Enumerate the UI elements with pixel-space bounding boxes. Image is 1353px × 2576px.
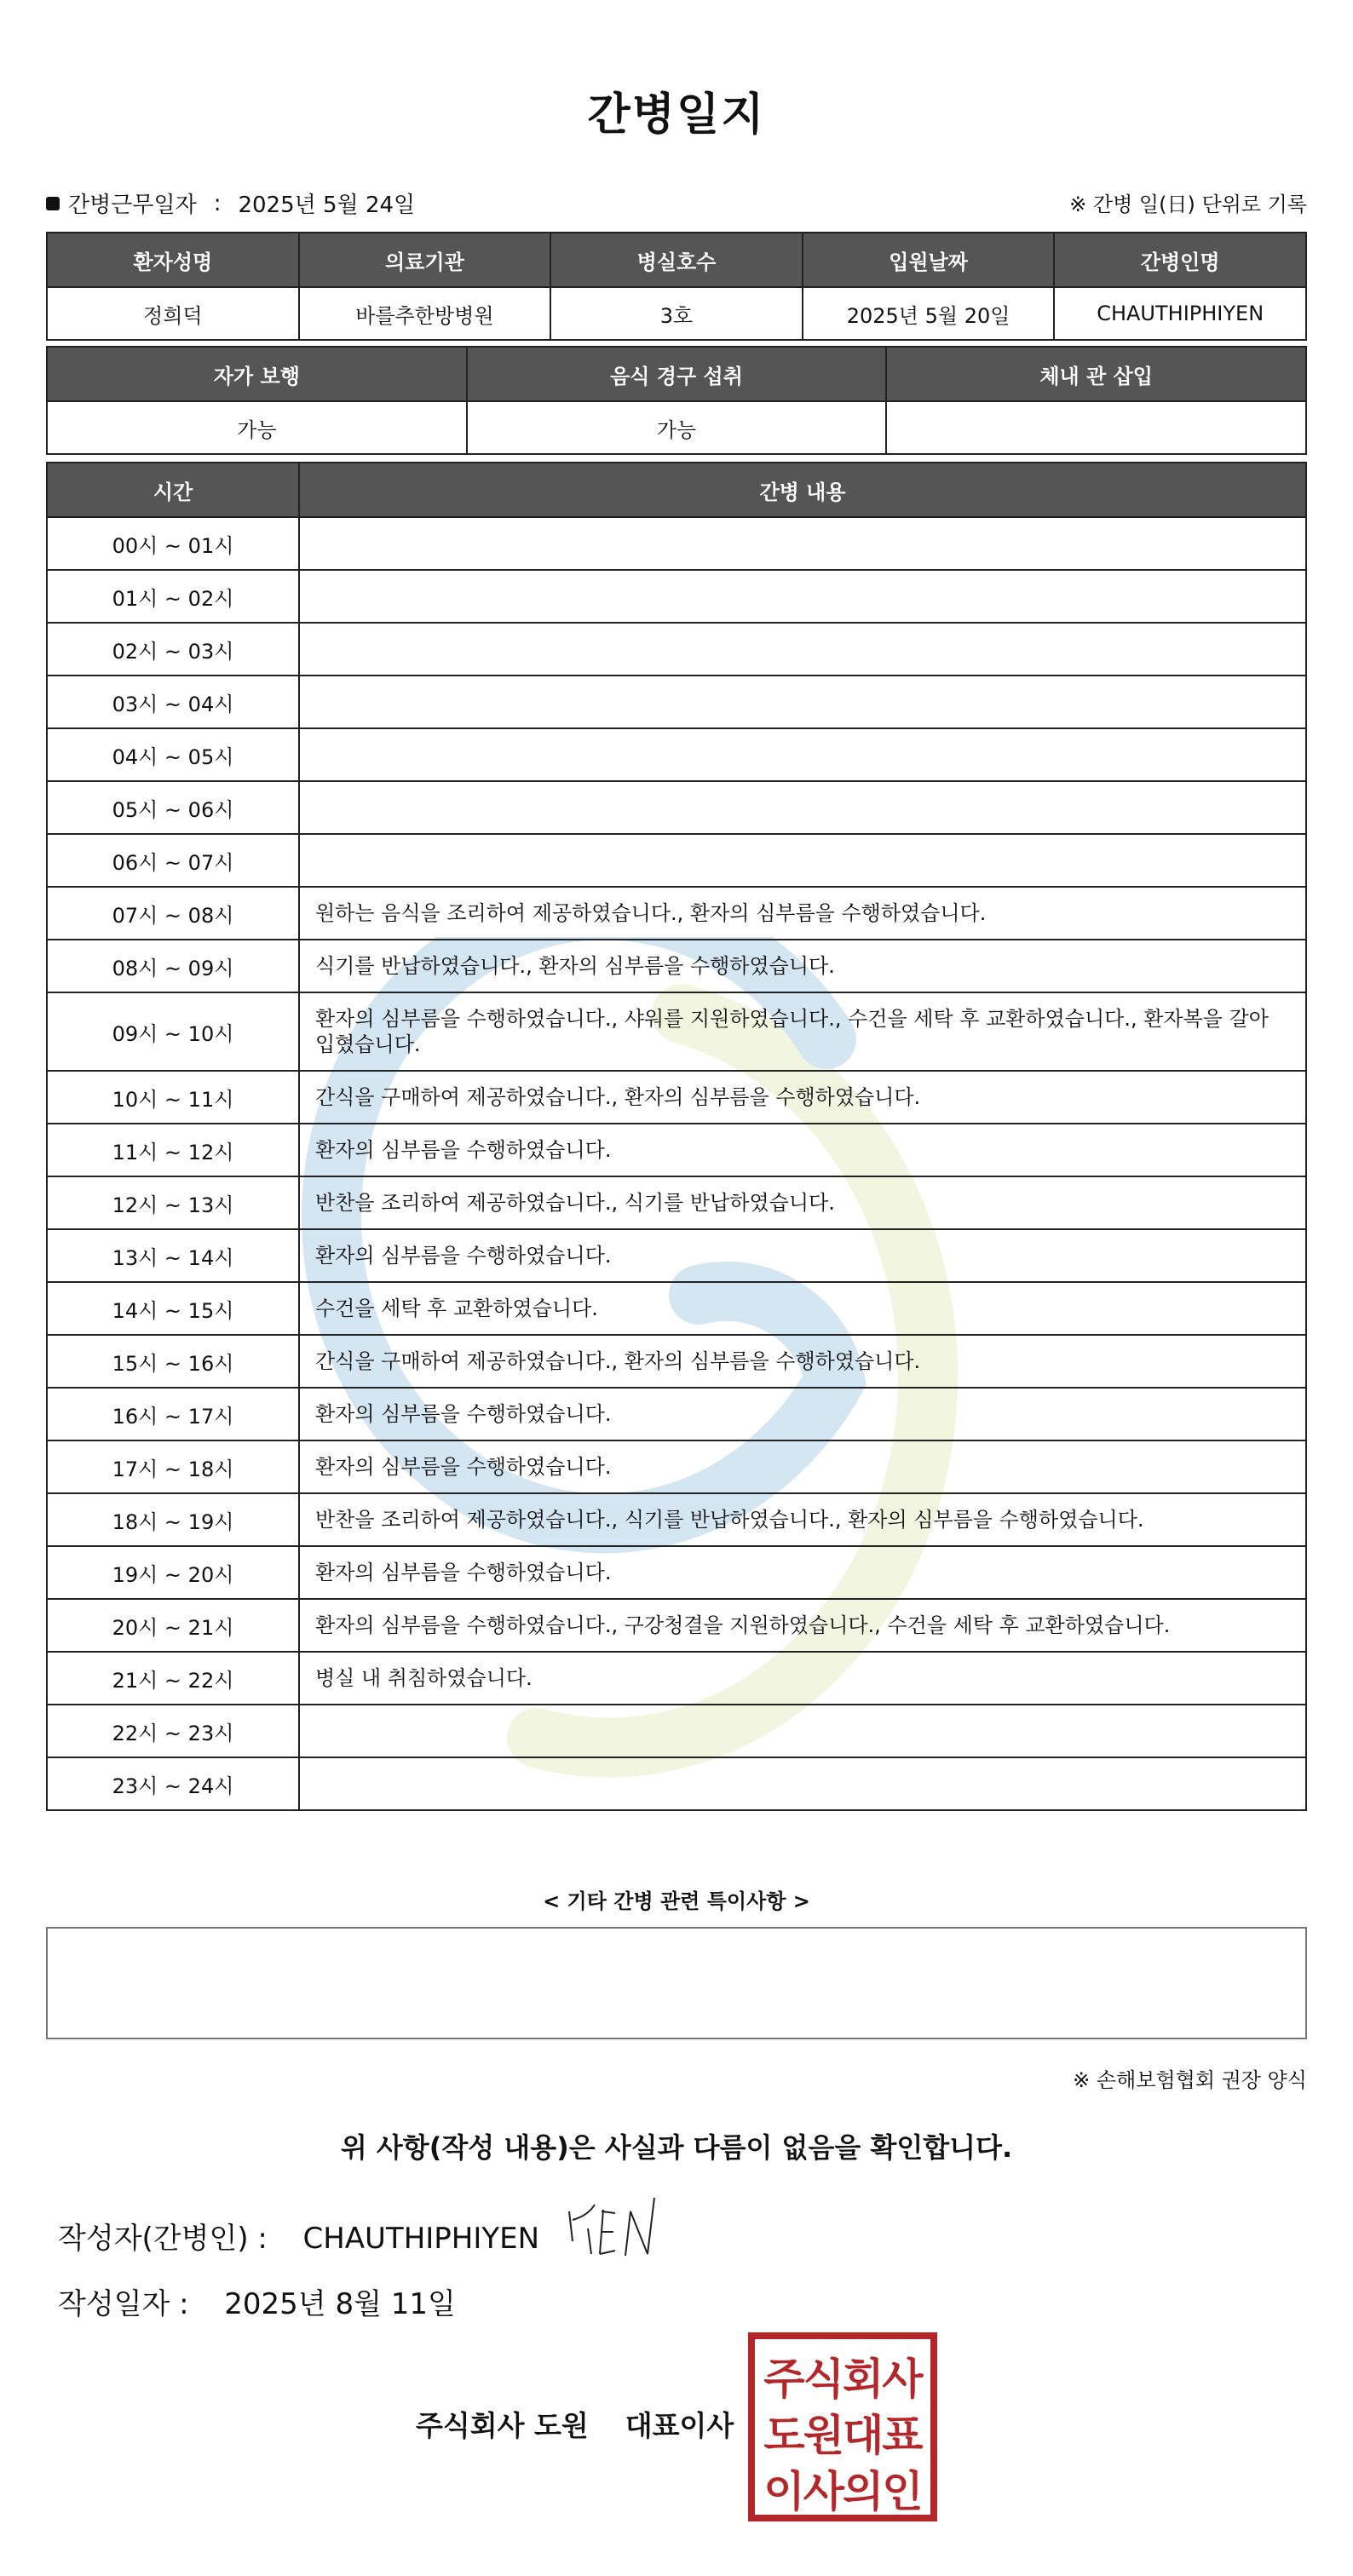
table-row (47, 834, 1306, 887)
time-slot: 17시 ~ 18시 (47, 1440, 299, 1493)
time-slot: 15시 ~ 16시 (47, 1335, 299, 1388)
care-content: 수건을 세탁 후 교환하였습니다. (299, 1282, 1306, 1335)
table-row (47, 1282, 1306, 1335)
header-time: 시간 (47, 463, 299, 517)
table-row (47, 728, 1306, 781)
time-slot: 03시 ~ 04시 (47, 676, 299, 728)
care-content (299, 781, 1306, 834)
table-row (47, 623, 1306, 676)
patient-name: 정희덕 (47, 287, 299, 340)
patient-ability-table (46, 346, 1307, 455)
writer-line (58, 2215, 539, 2257)
writer-name: CHAUTHIPHIYEN (302, 2222, 540, 2256)
time-slot: 23시 ~ 24시 (47, 1757, 299, 1810)
care-content: 식기를 반납하였습니다., 환자의 심부름을 수행하였습니다. (299, 940, 1306, 992)
time-slot: 20시 ~ 21시 (47, 1599, 299, 1652)
header-patient-name: 환자성명 (47, 233, 299, 287)
time-slot: 05시 ~ 06시 (47, 781, 299, 834)
time-slot: 13시 ~ 14시 (47, 1229, 299, 1282)
time-slot: 22시 ~ 23시 (47, 1705, 299, 1757)
table-row (47, 1493, 1306, 1546)
time-slot: 11시 ~ 12시 (47, 1124, 299, 1176)
written-date-value: 2025년 8월 11일 (224, 2287, 456, 2321)
table-row (47, 401, 1306, 454)
tube-insertion-value (886, 401, 1306, 454)
care-content: 환자의 심부름을 수행하였습니다. (299, 1388, 1306, 1440)
time-slot: 19시 ~ 20시 (47, 1546, 299, 1599)
svg-text:이사의인: 이사의인 (763, 2467, 922, 2516)
notes-title: < 기타 간병 관련 특이사항 > (543, 1889, 810, 1913)
time-slot: 16시 ~ 17시 (47, 1388, 299, 1440)
table-row (47, 1546, 1306, 1599)
admission-date: 2025년 5월 20일 (803, 287, 1055, 340)
table-row (47, 1652, 1306, 1705)
svg-text:도원대표: 도원대표 (763, 2411, 922, 2460)
written-date-line (58, 2280, 456, 2322)
table-row (47, 1176, 1306, 1229)
time-slot: 02시 ~ 03시 (47, 623, 299, 676)
table-row (47, 1757, 1306, 1810)
header-oral-intake: 음식 경구 섭취 (467, 347, 887, 401)
table-row (47, 1388, 1306, 1440)
care-content: 간식을 구매하여 제공하였습니다., 환자의 심부름을 수행하였습니다. (299, 1335, 1306, 1388)
care-content: 간식을 구매하여 제공하였습니다., 환자의 심부름을 수행하였습니다. (299, 1071, 1306, 1124)
table-row (47, 1229, 1306, 1282)
record-unit-note: ※ 간병 일(日) 단위로 기록 (1069, 193, 1307, 216)
table-row (47, 781, 1306, 834)
care-content: 환자의 심부름을 수행하였습니다. (299, 1440, 1306, 1493)
caregiver-name: CHAUTHIPHIYEN (1054, 287, 1306, 340)
table-row (47, 887, 1306, 940)
table-row (47, 517, 1306, 570)
writer-label: 작성자(간병인) : (58, 2222, 268, 2256)
care-content (299, 1705, 1306, 1757)
ceo-title: 대표이사 (625, 2409, 734, 2442)
table-header-row (47, 463, 1306, 517)
oral-intake-value: 가능 (467, 401, 887, 454)
care-content (299, 570, 1306, 623)
care-content (299, 834, 1306, 887)
care-content: 원하는 음식을 조리하여 제공하였습니다., 환자의 심부름을 수행하였습니다. (299, 887, 1306, 940)
table-row (47, 992, 1306, 1071)
table-row (47, 287, 1306, 340)
time-slot: 08시 ~ 09시 (47, 940, 299, 992)
table-row (47, 570, 1306, 623)
recommendation-note: ※ 손해보험협회 권장 양식 (1073, 2068, 1307, 2092)
work-date-separator: : (213, 190, 222, 216)
confirmation-statement: 위 사항(작성 내용)은 사실과 다름이 없음을 확인합니다. (340, 2131, 1013, 2164)
table-row (47, 940, 1306, 992)
table-row (47, 1599, 1306, 1652)
time-slot: 07시 ~ 08시 (47, 887, 299, 940)
header-care-content: 간병 내용 (299, 463, 1306, 517)
table-header-row (47, 233, 1306, 287)
time-slot: 10시 ~ 11시 (47, 1071, 299, 1124)
time-slot: 21시 ~ 22시 (47, 1652, 299, 1705)
care-content (299, 623, 1306, 676)
care-content: 환자의 심부름을 수행하였습니다., 구강청결을 지원하였습니다., 수건을 세탁 후 교환하였습니다. (299, 1599, 1306, 1652)
time-slot: 18시 ~ 19시 (47, 1493, 299, 1546)
work-date-label: 간병근무일자 (68, 193, 197, 218)
care-log-table (46, 462, 1307, 1811)
care-content: 환자의 심부름을 수행하였습니다. (299, 1124, 1306, 1176)
bullet-square-icon (46, 197, 60, 210)
care-content: 병실 내 취침하였습니다. (299, 1652, 1306, 1705)
work-date (46, 187, 415, 219)
care-content: 반찬을 조리하여 제공하였습니다., 식기를 반납하였습니다. (299, 1176, 1306, 1229)
header-hospital: 의료기관 (299, 233, 551, 287)
care-content: 환자의 심부름을 수행하였습니다. (299, 1229, 1306, 1282)
company-name: 주식회사 도원 (416, 2409, 589, 2442)
care-content: 환자의 심부름을 수행하였습니다. (299, 1546, 1306, 1599)
time-slot: 12시 ~ 13시 (47, 1176, 299, 1229)
care-content (299, 1757, 1306, 1810)
time-slot: 14시 ~ 15시 (47, 1282, 299, 1335)
self-walking-value: 가능 (47, 401, 467, 454)
table-row (47, 1071, 1306, 1124)
svg-text:주식회사: 주식회사 (763, 2355, 922, 2404)
written-date-label: 작성일자 : (58, 2287, 189, 2321)
handwritten-signature (562, 2194, 673, 2271)
table-row (47, 1335, 1306, 1388)
notes-content (48, 1929, 1305, 1949)
notes-box (46, 1927, 1307, 2039)
table-row (47, 1705, 1306, 1757)
header-caregiver: 간병인명 (1054, 233, 1306, 287)
care-content (299, 728, 1306, 781)
time-slot: 00시 ~ 01시 (47, 517, 299, 570)
time-slot: 06시 ~ 07시 (47, 834, 299, 887)
company-seal (748, 2332, 937, 2521)
company-line (416, 2404, 734, 2444)
work-date-value: 2025년 5월 24일 (238, 193, 416, 218)
hospital-name: 바를추한방병원 (299, 287, 551, 340)
header-tube-insertion: 체내 관 삽입 (886, 347, 1306, 401)
time-slot: 09시 ~ 10시 (47, 992, 299, 1071)
table-row (47, 1440, 1306, 1493)
table-row (47, 1124, 1306, 1176)
patient-info-table (46, 232, 1307, 341)
header-room: 병실호수 (550, 233, 803, 287)
room-number: 3호 (550, 287, 803, 340)
care-content (299, 517, 1306, 570)
page-title: 간병일지 (587, 89, 766, 141)
table-header-row (47, 347, 1306, 401)
care-content: 환자의 심부름을 수행하였습니다., 샤워를 지원하였습니다., 수건을 세탁 후 교환하였습니다., 환자복을 갈아입혔습니다. (299, 992, 1306, 1071)
care-content (299, 676, 1306, 728)
time-slot: 01시 ~ 02시 (47, 570, 299, 623)
header-self-walking: 자가 보행 (47, 347, 467, 401)
care-content: 반찬을 조리하여 제공하였습니다., 식기를 반납하였습니다., 환자의 심부름을 수행하였습니다. (299, 1493, 1306, 1546)
table-row (47, 676, 1306, 728)
header-admission-date: 입원날짜 (803, 233, 1055, 287)
time-slot: 04시 ~ 05시 (47, 728, 299, 781)
